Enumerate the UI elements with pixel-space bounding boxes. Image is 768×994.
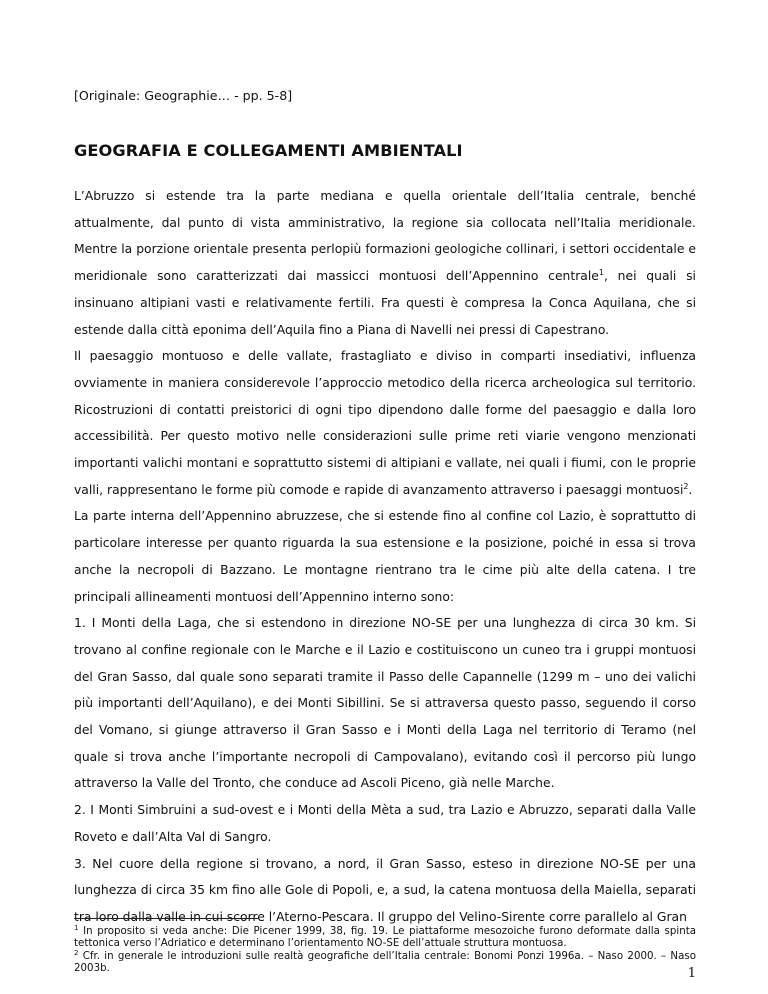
footnote-1-text: In proposito si veda anche: Die Picener 1999, 38, fig. 19. Le piattaforme mesozoiche furono deformate dalla spinta tettonica verso l’Adriatico e determinano l’orientamento NO-SE dell’attuale struttura montuosa. (74, 925, 696, 950)
source-note: [Originale: Geographie… - pp. 5-8] (74, 88, 293, 103)
section-heading: GEOGRAFIA E COLLEGAMENTI AMBIENTALI (74, 141, 463, 160)
footnote-ref-1[interactable]: 1 (598, 268, 604, 278)
paragraph-2 (74, 343, 696, 503)
paragraph-1-part-b: , nei quali si insinuano altipiani vasti e relativamente fertili. Fra questi è compresa la Conca Aquilana, che si estende dalla città eponima dell’Aquila fino a Piana di Navelli nei pressi di Capestrano. (74, 269, 696, 337)
body-text (74, 183, 696, 931)
paragraph-3: La parte interna dell’Appennino abruzzese, che si estende fino al confine col Lazio, è soprattutto di particolare interesse per quanto riguarda la sua estensione e la posizione, poiché in essa si trova anche la necropoli di Bazzano. Le montagne rientrano tra le cime più alte della catena. I tre principali allineamenti montuosi dell’Appennino interno sono: (74, 509, 696, 604)
paragraph-2-part-b: . (688, 482, 693, 497)
paragraph-2-part-a: Il paesaggio montuoso e delle vallate, frastagliato e diviso in comparti insediativi, influenza ovviamente in maniera considerevole l’approccio metodico della ricerca archeologica sul territorio. Ricostruzioni di contatti preistorici di ogni tipo dipendono dalle forme del paesaggio e dalla loro accessibilità. Per questo motivo nelle considerazioni sulle prime reti viarie vengono menzionati importanti valichi montani e soprattutto sistemi di altipiani e vallate, nei quali i fiumi, con le proprie valli, rappresentano le forme più comode e rapide di avanzamento attraverso i paesaggi montuosi (74, 349, 696, 497)
footnote-2-number: 2 (74, 948, 79, 957)
paragraph-5: 2. I Monti Simbruini a sud-ovest e i Monti della Mèta a sud, tra Lazio e Abruzzo, separati dalla Valle Roveto e dall’Alta Val di Sangro. (74, 803, 696, 844)
paragraph-1 (74, 183, 696, 343)
footnote-1 (74, 925, 696, 950)
footnote-ref-2[interactable]: 2 (683, 481, 689, 491)
paragraph-4: 1. I Monti della Laga, che si estendono in direzione NO-SE per una lunghezza di circa 30 km. Si trovano al confine regionale con le Marche e il Lazio e costituiscono un cuneo tra i gruppi montuosi del Gran Sasso, dal quale sono separati tramite il Passo delle Capannelle (1299 m – uno dei valichi più importanti dell’Aquilano), e dei Monti Sibillini. Se si attraversa questo passo, seguendo il corso del Vomano, si giunge attraverso il Gran Sasso e i Monti della Laga nel territorio di Teramo (nel quale si trova anche l’importante necropoli di Campovalano), evitando così il percorso più lungo attraverso la Valle del Tronto, che conduce ad Ascoli Piceno, già nelle Marche. (74, 616, 696, 791)
footnotes (74, 925, 696, 974)
footnote-2-text: Cfr. in generale le introduzioni sulle realtà geografiche dell’Italia centrale: Bonomi Ponzi 1996a. – Naso 2000. – Naso 2003b. (74, 949, 696, 974)
paragraph-1-part-a: L’Abruzzo si estende tra la parte mediana e quella orientale dell’Italia centrale, benché attualmente, dal punto di vista amministrativo, la regione sia collocata nell’Italia meridionale. Mentre la porzione orientale presenta perlopiù formazioni geologiche collinari, i settori occidentale e meridionale sono caratterizzati dai massicci montuosi dell’Appennino centrale (74, 189, 696, 284)
footnote-separator (74, 918, 259, 919)
footnote-1-number: 1 (74, 924, 79, 932)
footnote-2 (74, 950, 696, 975)
paragraph-6: 3. Nel cuore della regione si trovano, a nord, il Gran Sasso, esteso in direzione NO-SE per una lunghezza di circa 35 km fino alle Gole di Popoli, e, a sud, la catena montuosa della Maiella, separati tra loro dalla valle in cui scorre l’Aterno-Pescara. Il gruppo del Velino-Sirente corre parallelo al Gran (74, 856, 696, 924)
page-number: 1 (687, 966, 696, 981)
